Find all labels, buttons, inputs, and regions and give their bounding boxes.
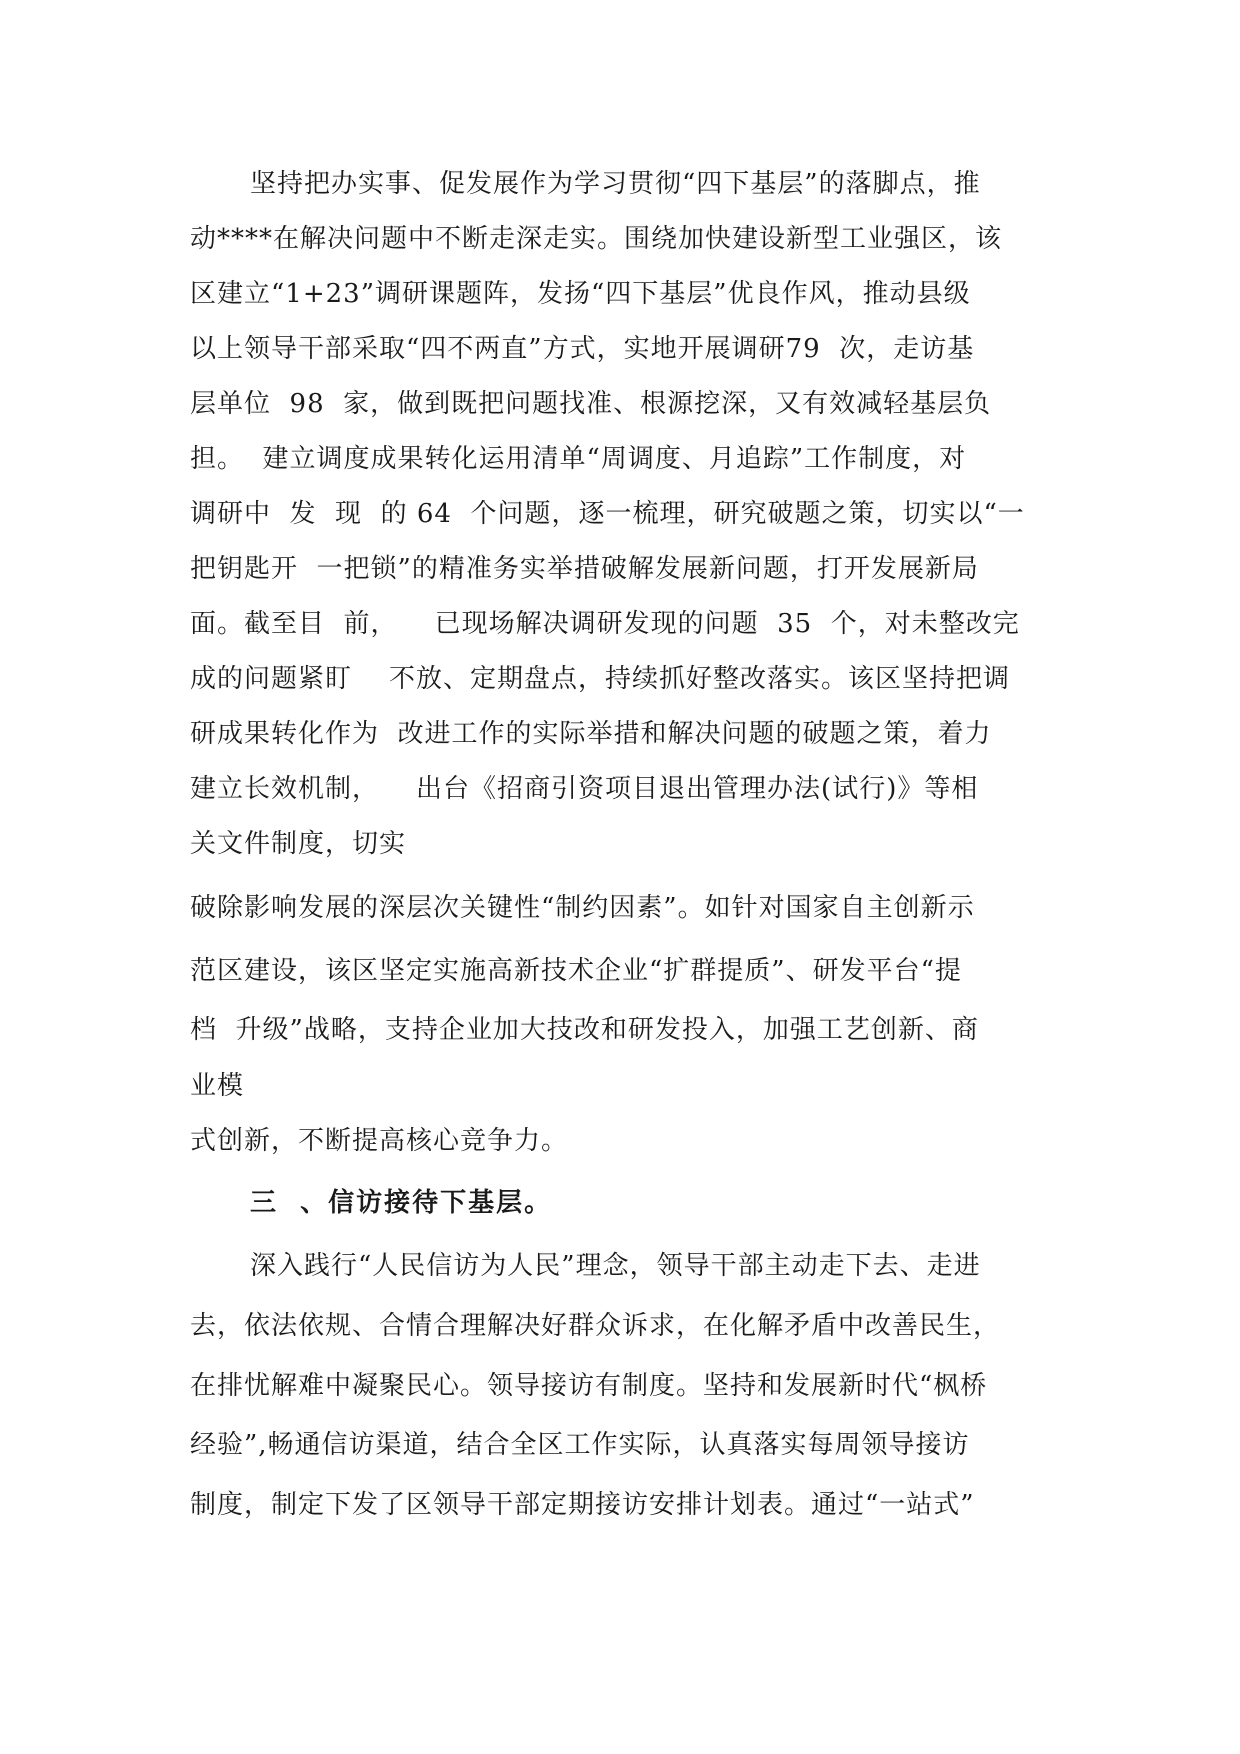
paragraph-line: 担。 建立调度成果转化运用清单“周调度、月追踪”工作制度，对 [190, 444, 967, 474]
paragraph-line: 档 升级”战略，支持企业加大技改和研发投入，加强工艺创新、商 [190, 1015, 979, 1045]
paragraph-line: 动****在解决问题中不断走深走实。围绕加快建设新型工业强区，该 [190, 224, 1003, 254]
paragraph-line: 式创新，不断提高核心竞争力。 [190, 1126, 569, 1156]
paragraph-line: 把钥匙开 一把锁”的精准务实举措破解发展新问题，打开发展新局 [190, 554, 979, 584]
section-heading: 三 、信访接待下基层。 [250, 1188, 553, 1218]
paragraph-line: 关文件制度，切实 [190, 829, 407, 859]
paragraph-line: 建立长效机制， 出台《招商引资项目退出管理办法(试行)》等相 [190, 774, 979, 804]
paragraph-line: 成的问题紧盯 不放、定期盘点，持续抓好整改落实。该区坚持把调 [190, 664, 1011, 694]
paragraph-line: 在排忧解难中凝聚民心。领导接访有制度。坚持和发展新时代“枫桥 [190, 1371, 988, 1401]
paragraph-line: 调研中 发 现 的 64 个问题，逐一梳理，研究破题之策，切实以“一 [190, 499, 1025, 529]
paragraph-line: 层单位 98 家，做到既把问题找准、根源挖深，又有效减轻基层负 [190, 389, 992, 419]
paragraph-line: 去，依法依规、合情合理解决好群众诉求，在化解矛盾中改善民生， [190, 1311, 1001, 1341]
paragraph-line: 制度，制定下发了区领导干部定期接访安排计划表。通过“一站式” [190, 1490, 975, 1520]
paragraph-line: 研成果转化作为 改进工作的实际举措和解决问题的破题之策，着力 [190, 719, 992, 749]
paragraph-line: 坚持把办实事、促发展作为学习贯彻“四下基层”的落脚点，推 [250, 169, 981, 199]
paragraph-line: 深入践行“人民信访为人民”理念，领导干部主动走下去、走进 [250, 1251, 981, 1281]
paragraph-line: 区建立“1+23”调研课题阵，发扬“四下基层”优良作风，推动县级 [190, 279, 971, 309]
paragraph-line: 经验”,畅通信访渠道，结合全区工作实际，认真落实每周领导接访 [190, 1430, 970, 1460]
paragraph-line: 破除影响发展的深层次关键性“制约因素”。如针对国家自主创新示 [190, 893, 975, 923]
paragraph-line: 范区建设，该区坚定实施高新技术企业“扩群提质”、研发平台“提 [190, 956, 962, 986]
paragraph-line: 业模 [190, 1071, 245, 1101]
paragraph-line: 以上领导干部采取“四不两直”方式，实地开展调研79 次，走访基 [190, 334, 975, 364]
paragraph-line: 面。截至目 前， 已现场解决调研发现的问题 35 个，对未整改完 [190, 609, 1020, 639]
